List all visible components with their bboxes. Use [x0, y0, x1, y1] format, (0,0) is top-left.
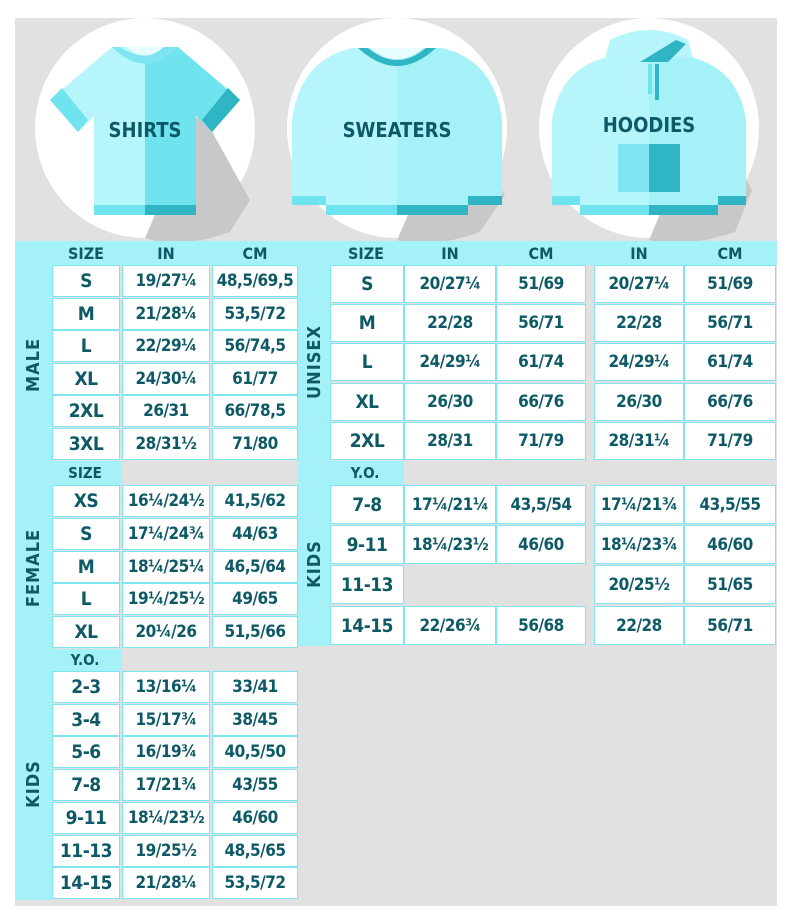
female-size-cell: XS [52, 485, 120, 517]
kids-age-cell: 3-4 [52, 704, 120, 736]
kids-sweater-in-cell: 17¼/21¼ [404, 485, 496, 524]
unisex-size-cell: M [330, 304, 404, 342]
male-size-cell: 3XL [52, 428, 120, 460]
kids-label-right: KIDS [303, 540, 325, 588]
kids-sweater-cm-cell: 46/60 [496, 525, 586, 564]
male-in-cell: 22/29¼ [122, 330, 210, 362]
kids-hoodie-in-cell: 20/25½ [594, 565, 684, 604]
kids-hoodie-age-cell: 11-13 [330, 565, 404, 604]
male-cm-cell: 66/78,5 [212, 395, 298, 427]
kids-in-cell: 18¼/23½ [122, 802, 210, 834]
unisex-size-cell: XL [330, 383, 404, 421]
sweater-in-cell: 26/30 [404, 383, 496, 421]
female-header-gap [122, 461, 298, 485]
hoodie-cm-cell: 51/69 [684, 265, 776, 303]
hoodie-in-cell: 24/29¼ [594, 343, 684, 381]
unisex-size-cell: S [330, 265, 404, 303]
female-in-cell: 18¼/25¼ [122, 551, 210, 583]
header-cm-sweaters: CM [528, 243, 554, 263]
male-cm-cell: 71/80 [212, 428, 298, 460]
female-in-cell: 17¼/24¾ [122, 518, 210, 550]
male-size-cell: L [52, 330, 120, 362]
header-size-mid: SIZE [348, 243, 384, 263]
kids-sweater-in-cell: 18¼/23½ [404, 525, 496, 564]
kids-hoodie-in-cell: 17¼/21¾ [594, 485, 684, 524]
sweater-cm-cell: 61/74 [496, 343, 586, 381]
kids-age-cell: 11-13 [52, 835, 120, 867]
kids-hoodie-cm-cell: 46/60 [684, 525, 776, 564]
kids-hoodie-age-cell: 7-8 [330, 485, 404, 524]
kids-cm-cell: 48,5/65 [212, 835, 298, 867]
hoodie-cm-cell: 61/74 [684, 343, 776, 381]
male-in-cell: 21/28¼ [122, 298, 210, 330]
header-in-hoodies: IN [630, 243, 648, 263]
sweater-cm-cell: 51/69 [496, 265, 586, 303]
kids-header-gap-left [122, 649, 298, 671]
kids-in-cell: 17/21¾ [122, 769, 210, 801]
male-size-cell: XL [52, 363, 120, 395]
header-size-left: SIZE [68, 243, 104, 263]
kids-age-cell: 7-8 [52, 769, 120, 801]
sweater-cm-cell: 66/76 [496, 383, 586, 421]
kids-yo-label-left: Y.O. [70, 651, 100, 669]
sweaters-label: SWEATERS [342, 118, 452, 142]
kids-hoodie-age-cell: 9-11 [330, 525, 404, 564]
male-in-cell: 28/31½ [122, 428, 210, 460]
kids-in-cell: 21/28¼ [122, 867, 210, 899]
male-label: MALE [22, 337, 44, 393]
female-in-cell: 16¼/24½ [122, 485, 210, 517]
female-size-cell: XL [52, 616, 120, 648]
header-cm-hoodies: CM [717, 243, 743, 263]
female-label: FEMALE [22, 528, 44, 608]
kids-cm-cell: 43/55 [212, 769, 298, 801]
kids-cm-cell: 33/41 [212, 671, 298, 703]
female-cm-cell: 41,5/62 [212, 485, 298, 517]
unisex-size-cell: L [330, 343, 404, 381]
kids-header-gap-right [404, 461, 776, 485]
sweater-cm-cell: 56/71 [496, 304, 586, 342]
kids-cm-cell: 38/45 [212, 704, 298, 736]
kids-hoodie-in-cell: 22/28 [594, 606, 684, 645]
female-cm-cell: 44/63 [212, 518, 298, 550]
female-size-cell: M [52, 551, 120, 583]
female-size-cell: S [52, 518, 120, 550]
male-in-cell: 19/27¼ [122, 265, 210, 297]
sweater-in-cell: 22/28 [404, 304, 496, 342]
header-in-left: IN [157, 243, 175, 263]
unisex-size-cell: 2XL [330, 422, 404, 460]
hoodies-label: HOODIES [602, 113, 696, 137]
kids-age-cell: 5-6 [52, 736, 120, 768]
kids-yo-label-right: Y.O. [350, 464, 380, 482]
hoodie-cm-cell: 66/76 [684, 383, 776, 421]
male-cm-cell: 61/77 [212, 363, 298, 395]
kids-sweater-cm-cell: 56/68 [496, 606, 586, 645]
male-cm-cell: 53,5/72 [212, 298, 298, 330]
male-cm-cell: 48,5/69,5 [212, 265, 298, 297]
female-size-cell: L [52, 583, 120, 615]
hoodie-in-cell: 28/31¼ [594, 422, 684, 460]
sweater-in-cell: 24/29¼ [404, 343, 496, 381]
kids-sweater-cm-cell: 43,5/54 [496, 485, 586, 524]
male-size-cell: S [52, 265, 120, 297]
male-cm-cell: 56/74,5 [212, 330, 298, 362]
hoodie-cm-cell: 71/79 [684, 422, 776, 460]
female-in-cell: 19¼/25½ [122, 583, 210, 615]
male-in-cell: 26/31 [122, 395, 210, 427]
kids-in-cell: 13/16¼ [122, 671, 210, 703]
kids-in-cell: 16/19¾ [122, 736, 210, 768]
sweater-cm-cell: 71/79 [496, 422, 586, 460]
unisex-label: UNISEX [303, 325, 325, 399]
kids-age-cell: 14-15 [52, 867, 120, 899]
kids-hoodie-age-cell: 14-15 [330, 606, 404, 645]
kids-hoodie-in-cell: 18¼/23¾ [594, 525, 684, 564]
kids-sweater-empty-cell [404, 565, 586, 604]
male-size-cell: M [52, 298, 120, 330]
female-in-cell: 20¼/26 [122, 616, 210, 648]
kids-label-left: KIDS [22, 760, 44, 808]
hoodie-in-cell: 26/30 [594, 383, 684, 421]
male-size-cell: 2XL [52, 395, 120, 427]
kids-age-cell: 9-11 [52, 802, 120, 834]
sweater-in-cell: 28/31 [404, 422, 496, 460]
kids-in-cell: 19/25½ [122, 835, 210, 867]
kids-sweater-in-cell: 22/26¾ [404, 606, 496, 645]
female-cm-cell: 46,5/64 [212, 551, 298, 583]
kids-cm-cell: 53,5/72 [212, 867, 298, 899]
male-in-cell: 24/30¼ [122, 363, 210, 395]
kids-in-cell: 15/17¾ [122, 704, 210, 736]
female-size-label: SIZE [68, 464, 102, 482]
female-cm-cell: 49/65 [212, 583, 298, 615]
kids-hoodie-cm-cell: 43,5/55 [684, 485, 776, 524]
female-cm-cell: 51,5/66 [212, 616, 298, 648]
kids-hoodie-cm-cell: 51/65 [684, 565, 776, 604]
hoodie-cm-cell: 56/71 [684, 304, 776, 342]
kids-hoodie-cm-cell: 56/71 [684, 606, 776, 645]
header-in-sweaters: IN [441, 243, 459, 263]
sweater-in-cell: 20/27¼ [404, 265, 496, 303]
kids-cm-cell: 46/60 [212, 802, 298, 834]
kids-age-cell: 2-3 [52, 671, 120, 703]
hoodie-in-cell: 20/27¼ [594, 265, 684, 303]
header-cm-left: CM [242, 243, 268, 263]
hoodie-in-cell: 22/28 [594, 304, 684, 342]
shirts-label: SHIRTS [108, 118, 182, 142]
kids-cm-cell: 40,5/50 [212, 736, 298, 768]
